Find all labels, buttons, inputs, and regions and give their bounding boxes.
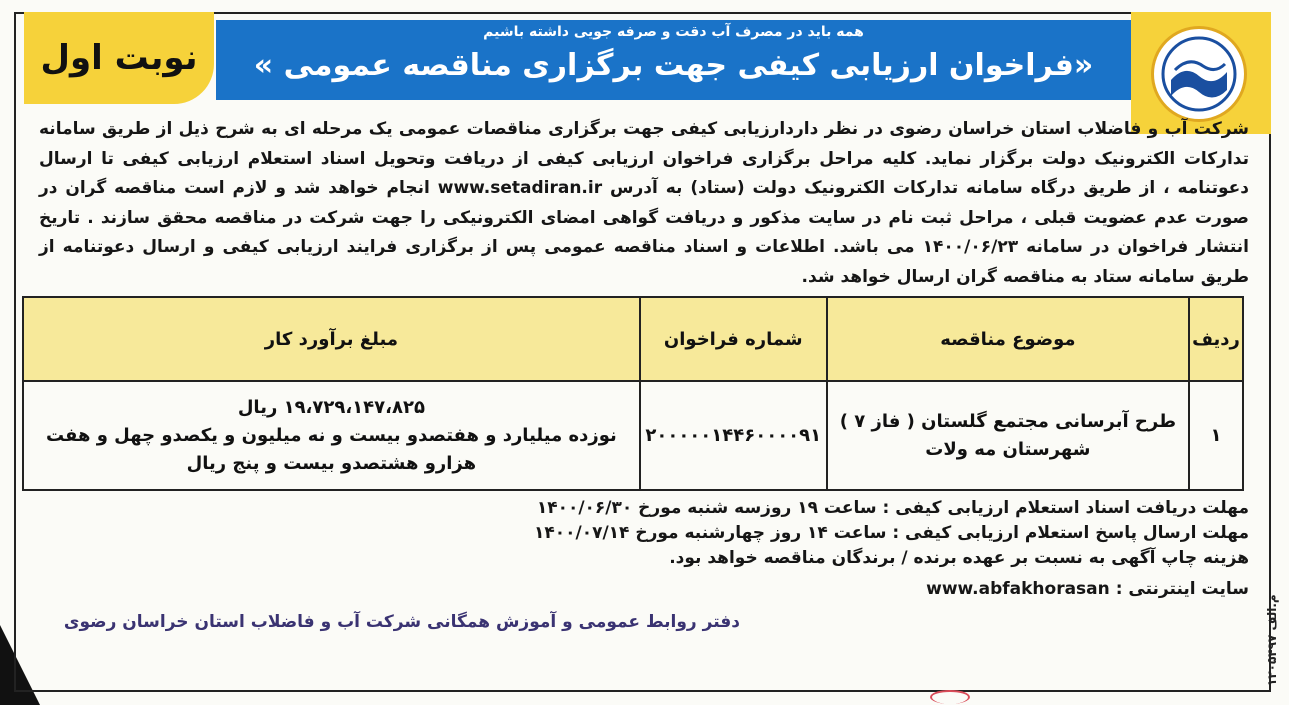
table-header-row xyxy=(23,297,1243,381)
amount-words-line-2: هزارو هشتصدو بیست و پنج ریال xyxy=(186,452,477,474)
table-row xyxy=(23,381,1243,490)
ad-cost-note: هزینه چاپ آگهی به نسبت بر عهده برنده / برندگان مناقصه خواهد بود. xyxy=(669,548,1249,568)
row-subject xyxy=(827,381,1189,490)
notice-footer xyxy=(39,496,1249,602)
tender-table xyxy=(22,296,1244,491)
row-index: ۱ xyxy=(1189,381,1243,490)
header-index: ردیف xyxy=(1189,297,1243,381)
motto-text: همه باید در مصرف آب دقت و صرفه جویی داشته باشیم xyxy=(483,24,864,40)
notice-title: «فراخوان ارزیابی کیفی جهت برگزاری مناقصه عمومی » xyxy=(253,48,1094,83)
ad-code: م.الف ۱۲۰۵۴۹۷ xyxy=(1265,594,1279,686)
red-ink-mark xyxy=(930,690,970,704)
row-amount xyxy=(23,381,640,490)
issuer-signature: دفتر روابط عمومی و آموزش همگانی شرکت آب و فاضلاب استان خراسان رضوی xyxy=(63,612,740,632)
subject-line-1: طرح آبرسانی مجتمع گلستان ( فاز ۷ ) xyxy=(839,410,1177,432)
deadline-send: مهلت ارسال پاسخ استعلام ارزیابی کیفی : ساعت ۱۴ روز چهارشنبه مورخ ۱۴۰۰/۰۷/۱۴ xyxy=(534,523,1249,543)
subject-line-2: شهرستان مه ولات xyxy=(925,438,1091,460)
website-link[interactable]: www.abfakhorasan xyxy=(926,579,1110,599)
header-number: شماره فراخوان xyxy=(640,297,827,381)
header-subject: موضوع مناقصه xyxy=(827,297,1189,381)
setad-url-link[interactable]: www.setadiran.ir xyxy=(437,178,603,198)
header-amount: مبلغ برآورد کار xyxy=(23,297,640,381)
intro-text-part1: شرکت آب و فاضلاب استان خراسان رضوی در نظر داردارزیابی کیفی جهت برگزاری مناقصات عمومی یک مرحله ای به شرح ذیل از طریق سامانه تدارکات الکترونیک دولت برگزار نماید. کلیه مراحل برگزاری فراخوان ارزیابی کیفی از دریافت وتحویل اسناد استعلام ارزیابی کیفی تا ارسال دعوتنامه ، از طریق درگاه سامانه تدارکات الکترونیک دولت (ستاد) به آدرس xyxy=(39,119,1249,198)
website-label: سایت اینترنتی : xyxy=(1115,579,1249,599)
notice-header xyxy=(14,12,1271,112)
header-banner xyxy=(216,20,1131,100)
intro-paragraph xyxy=(39,115,1249,292)
round-badge: نوبت اول xyxy=(24,12,214,104)
deadline-receive: مهلت دریافت اسناد استعلام ارزیابی کیفی : ساعت ۱۹ روزسه شنبه مورخ ۱۴۰۰/۰۶/۳۰ xyxy=(536,498,1249,518)
amount-words-line-1: نوزده میلیارد و هفتصدو بیست و نه میلیون و یکصدو چهل و هفت xyxy=(45,424,617,446)
intro-text-part2: انجام خواهد شد و لازم است مناقصه گران در صورت عدم عضویت قبلی ، مراحل ثبت نام در سایت مذکور و دریافت گواهی امضای الکترونیکی را جهت شرکت در مناقصه محقق سازند . تاریخ انتشار فراخوان در سامانه ۱۴۰۰/۰۶/۲۳ می باشد. اطلاعات و اسناد مناقصه عمومی پس از برگزاری فرایند ارزیابی کیفی و ارسال دعوتنامه از طریق سامانه ستاد به مناقصه گران ارسال خواهد شد. xyxy=(39,178,1249,287)
amount-digits: ۱۹،۷۲۹،۱۴۷،۸۲۵ ریال xyxy=(237,396,425,418)
website-line xyxy=(39,577,1249,602)
row-tender-number: ۲۰۰۰۰۰۱۴۴۶۰۰۰۰۹۱ xyxy=(640,381,827,490)
water-company-logo-icon xyxy=(1151,26,1247,122)
